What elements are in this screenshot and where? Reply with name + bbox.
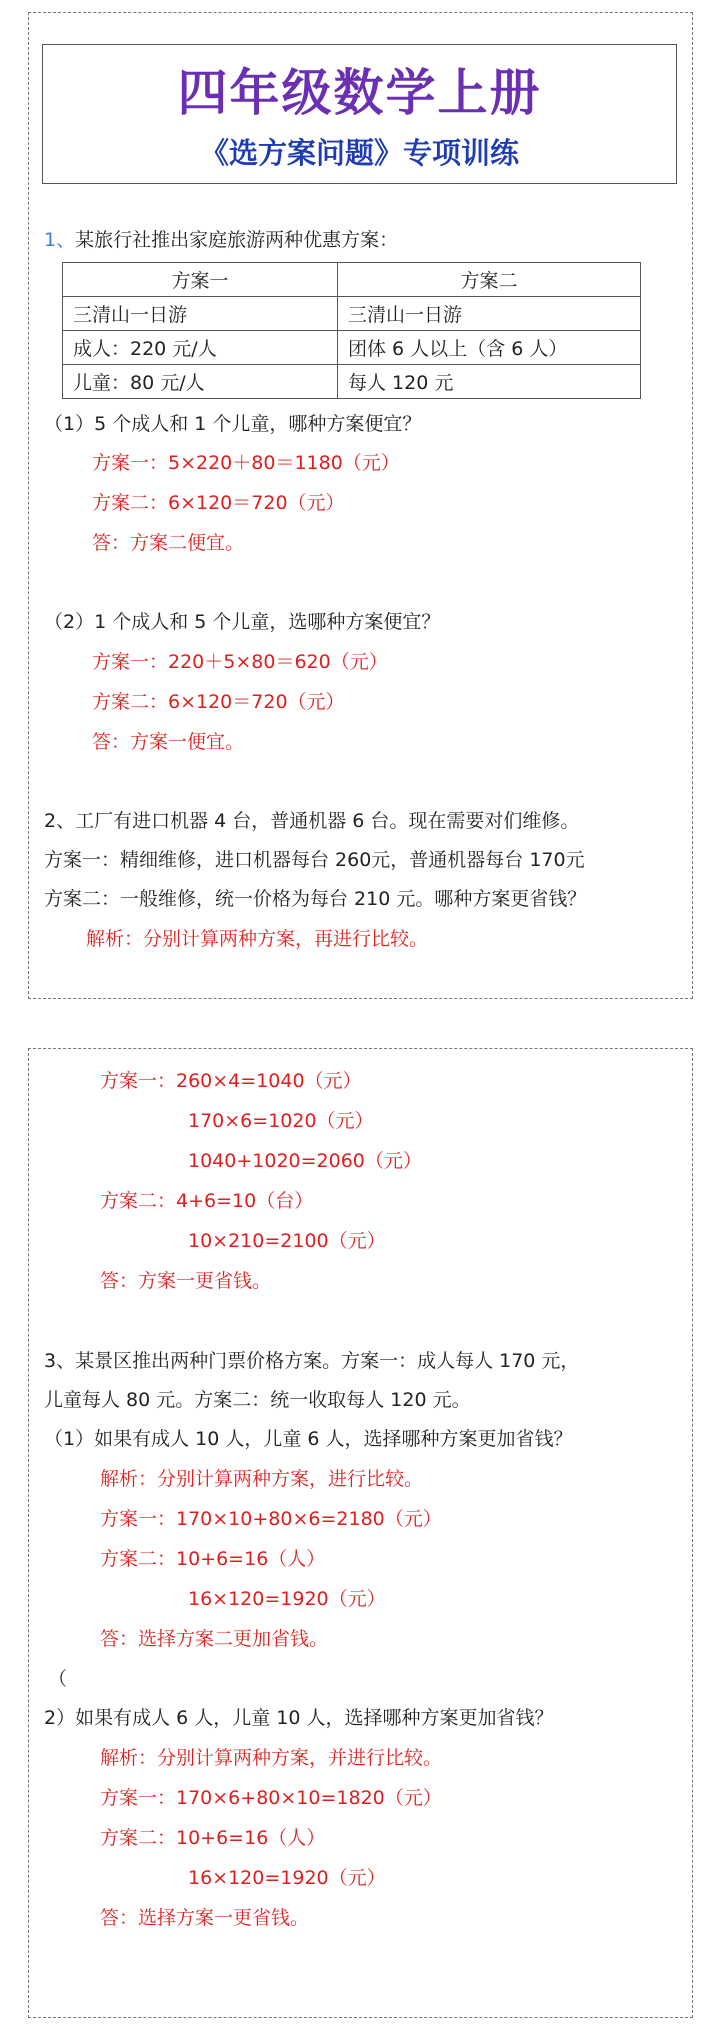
question-2-line: 2、工厂有进口机器 4 台，普通机器 6 台。现在需要对们维修。	[44, 810, 580, 832]
analysis-line: 解析：分别计算两种方案，再进行比较。	[86, 928, 429, 950]
question-1-separator: 、	[56, 229, 76, 251]
answer-line: 方案一：5×220＋80＝1180（元）	[92, 452, 400, 474]
page-title: 四年级数学上册	[177, 63, 542, 122]
table-cell: 三清山一日游	[338, 297, 641, 331]
table-cell: 儿童：80 元/人	[63, 365, 338, 399]
table-cell: 团体 6 人以上（含 6 人）	[338, 331, 641, 365]
answer-line: 1040+1020=2060（元）	[188, 1150, 422, 1172]
table-header-row	[63, 263, 641, 297]
answer-line: 16×120=1920（元）	[188, 1867, 386, 1889]
title-box	[42, 44, 677, 184]
answer-line: 方案一：220＋5×80＝620（元）	[92, 651, 388, 673]
answer-line: 答：方案二便宜。	[92, 532, 245, 554]
answer-line: 方案一：260×4=1040（元）	[100, 1070, 362, 1092]
answer-line: 10×210=2100（元）	[188, 1230, 386, 1252]
answer-line: 方案二：10+6=16（人）	[100, 1827, 326, 1849]
analysis-line: 解析：分别计算两种方案，并进行比较。	[100, 1747, 443, 1769]
answer-line: 170×6=1020（元）	[188, 1110, 374, 1132]
plan-table	[62, 262, 641, 399]
answer-line: 方案二：4+6=10（台）	[100, 1190, 314, 1212]
question-3-part-2: 2）如果有成人 6 人，儿童 10 人，选择哪种方案更加省钱？	[44, 1707, 554, 1729]
page-subtitle: 《选方案问题》专项训练	[199, 136, 519, 170]
question-3-part-1: （1）如果有成人 10 人，儿童 6 人，选择哪种方案更加省钱？	[44, 1428, 573, 1450]
table-header-cell: 方案一	[63, 263, 338, 297]
question-2-line: 方案二：一般维修，统一价格为每台 210 元。哪种方案更省钱？	[44, 888, 587, 910]
table-row	[63, 331, 641, 365]
analysis-line: 解析：分别计算两种方案，进行比较。	[100, 1468, 424, 1490]
answer-line: 答：方案一便宜。	[92, 731, 245, 753]
answer-line: 方案二：6×120＝720（元）	[92, 492, 345, 514]
table-row	[63, 297, 641, 331]
answer-line: 方案二：10+6=16（人）	[100, 1548, 326, 1570]
answer-line: 答：方案一更省钱。	[100, 1270, 272, 1292]
question-1-part-1: （1）5 个成人和 1 个儿童，哪种方案便宜？	[44, 413, 422, 435]
answer-line: 方案二：6×120＝720（元）	[92, 691, 345, 713]
question-1-part-2: （2）1 个成人和 5 个儿童，选哪种方案便宜？	[44, 611, 441, 633]
answer-line: 16×120=1920（元）	[188, 1588, 386, 1610]
answer-line: 答：选择方案一更省钱。	[100, 1907, 310, 1929]
stray-bracket: （	[48, 1668, 68, 1690]
question-3-line: 儿童每人 80 元。方案二：统一收取每人 120 元。	[44, 1389, 471, 1411]
question-1-text: 某旅行社推出家庭旅游两种优惠方案：	[75, 229, 399, 251]
question-1	[44, 226, 398, 254]
table-row	[63, 365, 641, 399]
table-header-cell: 方案二	[338, 263, 641, 297]
table-cell: 成人：220 元/人	[63, 331, 338, 365]
answer-line: 答：选择方案二更加省钱。	[100, 1628, 329, 1650]
question-2-line: 方案一：精细维修，进口机器每台 260元，普通机器每台 170元	[44, 849, 585, 871]
table-cell: 每人 120 元	[338, 365, 641, 399]
answer-line: 方案一：170×10+80×6=2180（元）	[100, 1508, 442, 1530]
answer-line: 方案一：170×6+80×10=1820（元）	[100, 1787, 442, 1809]
question-1-number: 1	[44, 229, 57, 251]
question-3-line: 3、某景区推出两种门票价格方案。方案一：成人每人 170 元，	[44, 1350, 580, 1372]
table-cell: 三清山一日游	[63, 297, 338, 331]
